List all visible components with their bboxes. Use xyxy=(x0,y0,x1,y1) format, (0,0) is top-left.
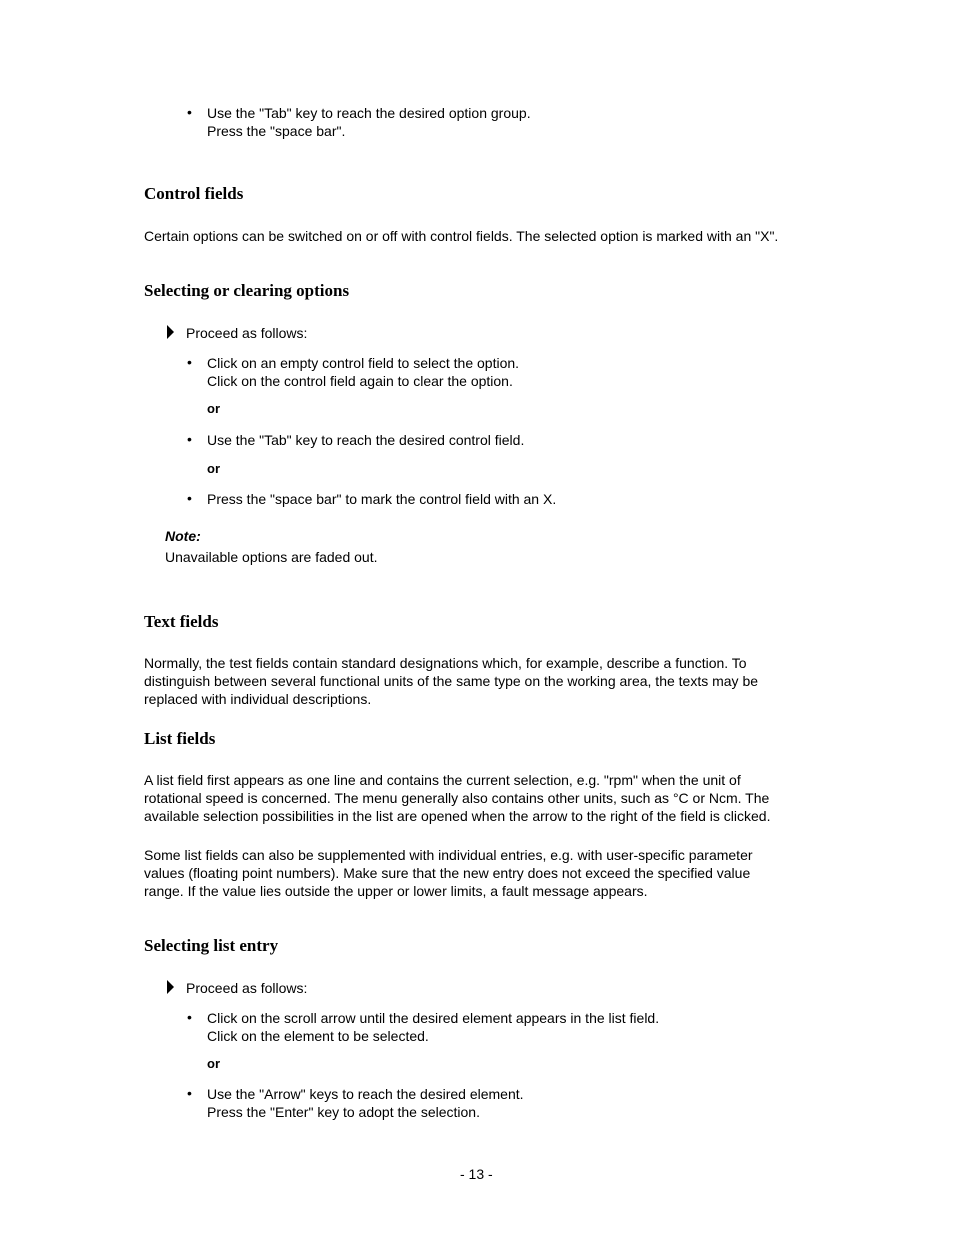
paragraph-line: replaced with individual descriptions. xyxy=(144,691,372,707)
bullet-text: Use the "Tab" key to reach the desired option group. xyxy=(207,105,531,121)
or-label: or xyxy=(207,461,220,476)
triangle-right-icon xyxy=(167,325,174,339)
list-item: Press the "space bar" to mark the control field with an X. xyxy=(207,491,557,507)
paragraph xyxy=(144,846,753,900)
page-number: - 13 - xyxy=(460,1166,493,1182)
paragraph: Certain options can be switched on or off with control fields. The selected option is marked with an "X". xyxy=(144,228,779,244)
list-item: Use the "Tab" key to reach the desired control field. xyxy=(207,432,525,448)
bullet-dot: • xyxy=(187,431,192,447)
paragraph-line: distinguish between several functional units of the same type on the working area, the texts may be xyxy=(144,673,759,689)
bullet-dot: • xyxy=(187,354,192,370)
bullet-text: Press the "Enter" key to adopt the selection. xyxy=(207,1104,480,1120)
paragraph xyxy=(144,654,758,708)
bullet-text: Click on the scroll arrow until the desired element appears in the list field. xyxy=(207,1010,660,1026)
proceed-label: Proceed as follows: xyxy=(186,980,308,996)
bullet-dot: • xyxy=(187,1085,192,1101)
proceed-label: Proceed as follows: xyxy=(186,325,308,341)
note-label: Note: xyxy=(165,528,201,544)
bullet-dot: • xyxy=(187,104,192,120)
paragraph xyxy=(144,771,770,825)
list-item xyxy=(207,1009,659,1045)
paragraph-line: A list field first appears as one line and contains the current selection, e.g. "rpm" when the unit of xyxy=(144,772,741,788)
section-heading-selecting-list-entry: Selecting list entry xyxy=(144,936,279,955)
paragraph-line: values (floating point numbers). Make sure that the new entry does not exceed the specified value xyxy=(144,865,751,881)
note-text: Unavailable options are faded out. xyxy=(165,549,378,565)
section-heading-text-fields: Text fields xyxy=(144,612,219,631)
list-item xyxy=(207,104,531,140)
paragraph-line: Normally, the test fields contain standard designations which, for example, describe a function. To xyxy=(144,655,747,671)
section-heading-list-fields: List fields xyxy=(144,729,216,748)
paragraph-line: available selection possibilities in the list are opened when the arrow to the right of the field is clicked. xyxy=(144,808,771,824)
or-label: or xyxy=(207,1056,220,1071)
bullet-text: Click on the control field again to clear the option. xyxy=(207,373,513,389)
paragraph-line: Some list fields can also be supplemented with individual entries, e.g. with user-specific parameter xyxy=(144,847,753,863)
list-item xyxy=(207,1085,524,1121)
bullet-text: Use the "Arrow" keys to reach the desired element. xyxy=(207,1086,524,1102)
paragraph-line: range. If the value lies outside the upper or lower limits, a fault message appears. xyxy=(144,883,648,899)
list-item xyxy=(207,354,519,390)
bullet-dot: • xyxy=(187,490,192,506)
or-label: or xyxy=(207,401,220,416)
section-heading-selecting-options: Selecting or clearing options xyxy=(144,281,350,300)
section-heading-control-fields: Control fields xyxy=(144,184,244,203)
bullet-text: Click on the element to be selected. xyxy=(207,1028,429,1044)
triangle-right-icon xyxy=(167,980,174,994)
paragraph-line: rotational speed is concerned. The menu generally also contains other units, such as °C or Ncm. The xyxy=(144,790,770,806)
bullet-dot: • xyxy=(187,1009,192,1025)
bullet-text: Click on an empty control field to select the option. xyxy=(207,355,520,371)
bullet-text: Press the "space bar". xyxy=(207,123,346,139)
